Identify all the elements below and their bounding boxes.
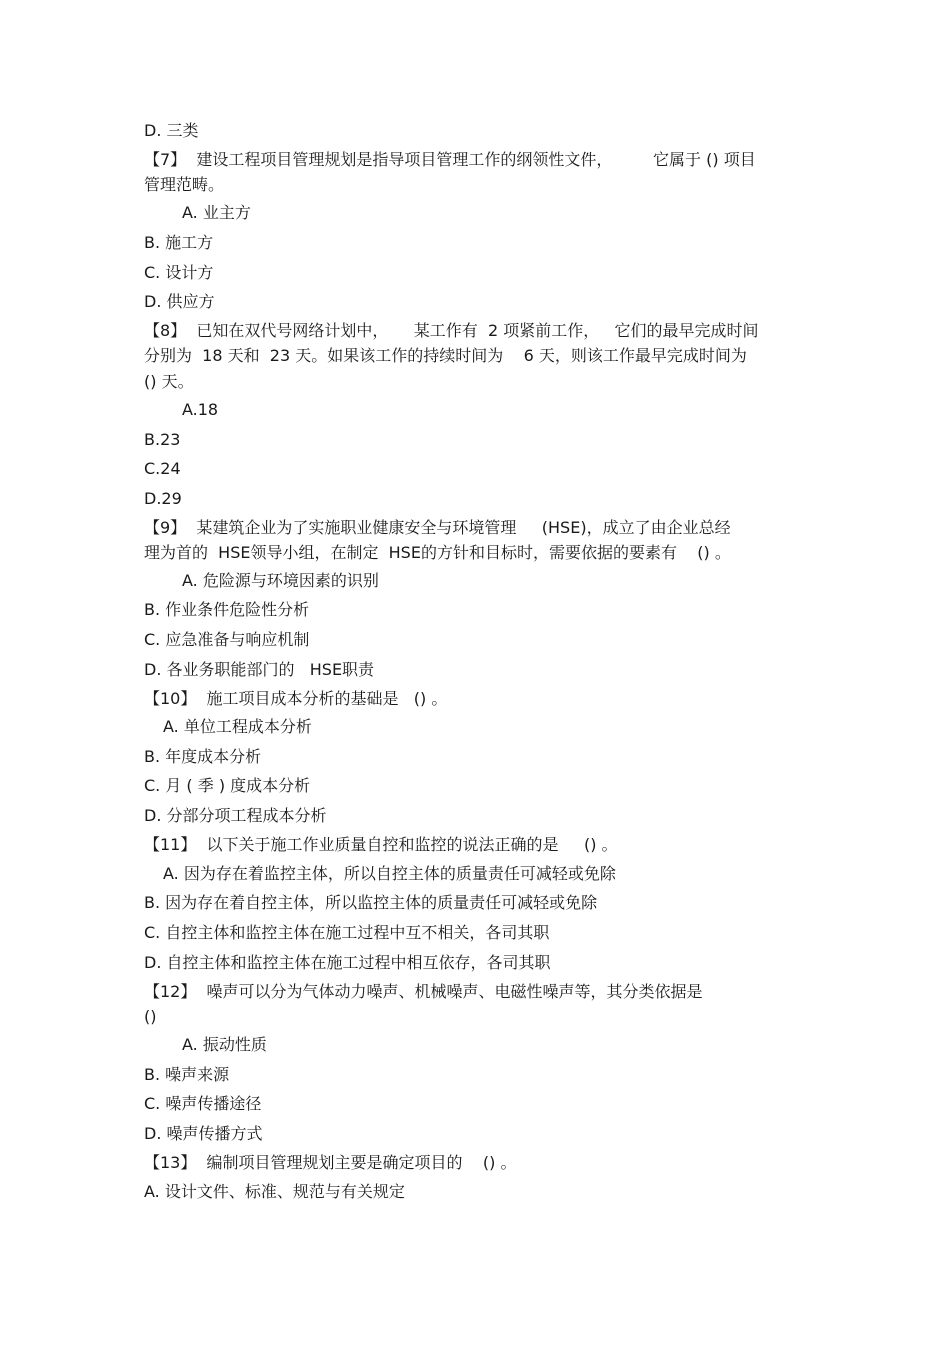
q7-question-line1: 【7】 建设工程项目管理规划是指导项目管理工作的纲领性文件， 它属于 () 项目 [144, 150, 756, 169]
q12-question-line1: 【12】 噪声可以分为气体动力噪声、机械噪声、电磁性噪声等，其分类依据是 [144, 982, 703, 1001]
q6-option-d: D. 三类 [144, 121, 199, 140]
q13-option-a: A. 设计文件、标准、规范与有关规定 [144, 1182, 405, 1201]
q10-option-a: A. 单位工程成本分析 [163, 717, 312, 736]
q11-option-c: C. 自控主体和监控主体在施工过程中互不相关，各司其职 [144, 923, 550, 942]
q9-option-c: C. 应急准备与响应机制 [144, 630, 310, 649]
q9-option-d: D. 各业务职能部门的 HSE职责 [144, 660, 375, 679]
q12-option-b: B. 噪声来源 [144, 1065, 230, 1084]
q12-option-d: D. 噪声传播方式 [144, 1124, 263, 1143]
q8-question-line3: () 天。 [144, 372, 194, 391]
q8-option-d: D.29 [144, 489, 182, 508]
q10-option-d: D. 分部分项工程成本分析 [144, 806, 327, 825]
q8-question-line2: 分别为 18 天和 23 天。如果该工作的持续时间为 6 天，则该工作最早完成时间为 [144, 346, 747, 365]
q8-option-b: B.23 [144, 430, 181, 449]
q9-question-line2: 理为首的 HSE领导小组，在制定 HSE的方针和目标时，需要依据的要素有 () 。 [144, 543, 731, 562]
q9-option-a: A. 危险源与环境因素的识别 [182, 571, 379, 590]
q11-option-d: D. 自控主体和监控主体在施工过程中相互依存，各司其职 [144, 953, 551, 972]
q8-option-c: C.24 [144, 459, 181, 478]
q10-option-c: C. 月 ( 季 ) 度成本分析 [144, 776, 311, 795]
q7-option-d: D. 供应方 [144, 292, 215, 311]
q10-option-b: B. 年度成本分析 [144, 747, 262, 766]
q10-question: 【10】 施工项目成本分析的基础是 () 。 [144, 689, 448, 708]
q13-question: 【13】 编制项目管理规划主要是确定项目的 () 。 [144, 1153, 517, 1172]
q9-option-b: B. 作业条件危险性分析 [144, 600, 310, 619]
q8-option-a: A.18 [182, 400, 219, 419]
q12-option-a: A. 振动性质 [182, 1035, 267, 1054]
q11-option-a: A. 因为存在着监控主体，所以自控主体的质量责任可减轻或免除 [163, 864, 616, 883]
q7-option-a: A. 业主方 [182, 203, 251, 222]
q11-question: 【11】 以下关于施工作业质量自控和监控的说法正确的是 () 。 [144, 835, 618, 854]
q7-question-line2: 管理范畴。 [144, 175, 225, 194]
q8-question-line1: 【8】 已知在双代号网络计划中， 某工作有 2 项紧前工作， 它们的最早完成时间 [144, 321, 759, 340]
q11-option-b: B. 因为存在着自控主体，所以监控主体的质量责任可减轻或免除 [144, 893, 598, 912]
q9-question-line1: 【9】 某建筑企业为了实施职业健康安全与环境管理 (HSE)，成立了由企业总经 [144, 518, 731, 537]
q12-question-line2: () [144, 1007, 157, 1026]
q7-option-b: B. 施工方 [144, 233, 214, 252]
q7-option-c: C. 设计方 [144, 263, 214, 282]
q12-option-c: C. 噪声传播途径 [144, 1094, 262, 1113]
